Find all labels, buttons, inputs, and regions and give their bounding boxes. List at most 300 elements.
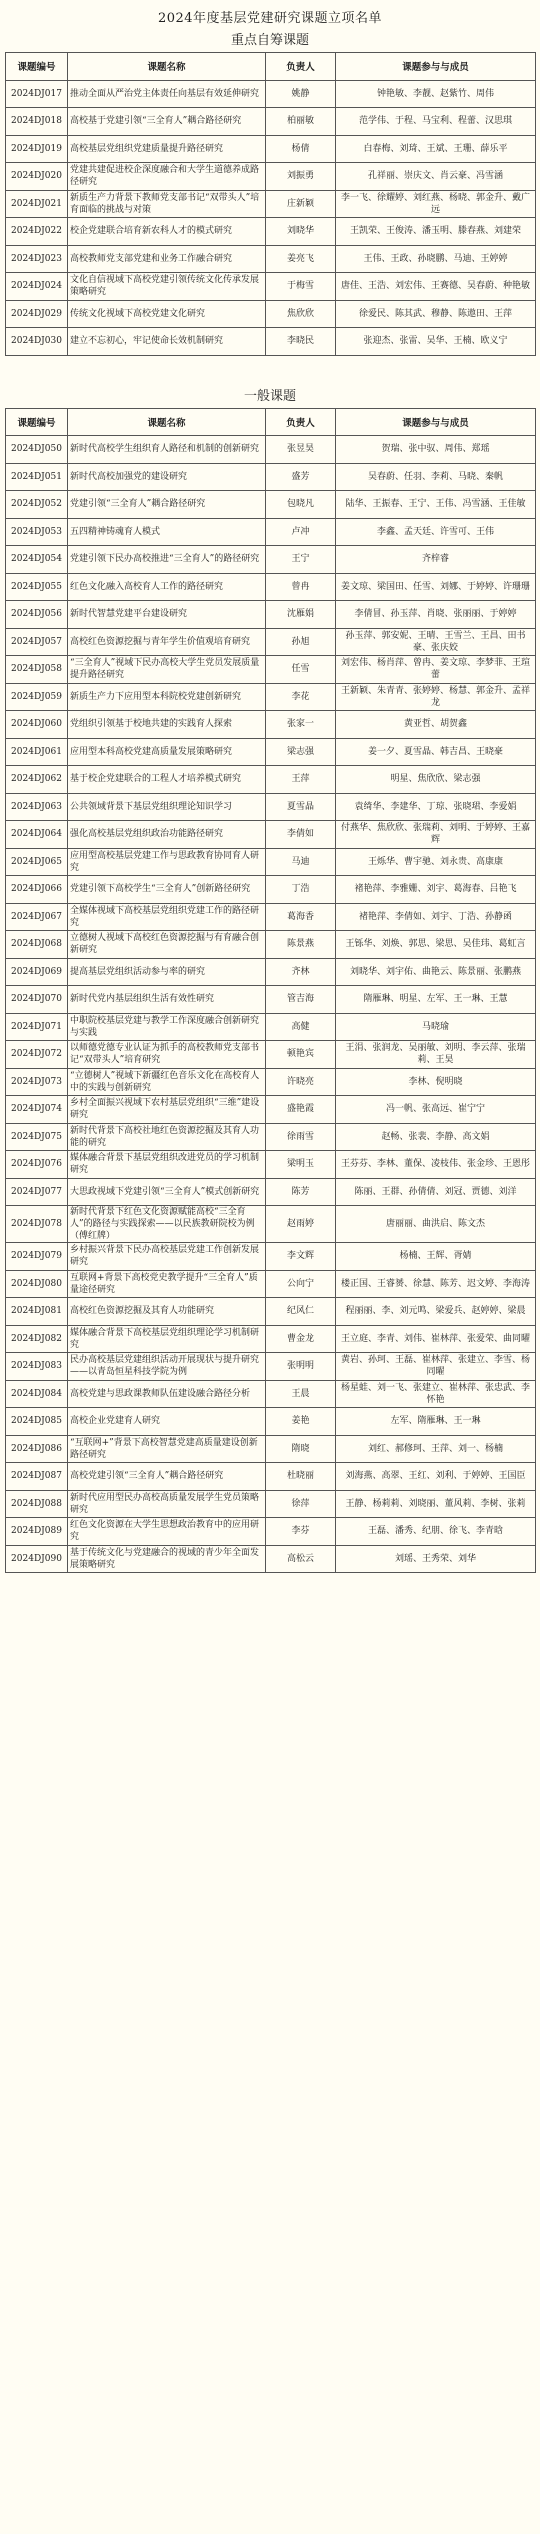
project-members-text: 王涓、张润龙、吴丽敏、刘明、李云萍、张瑞莉、王昊 (345, 1043, 526, 1066)
project-id-cell (6, 573, 68, 601)
project-members-cell (336, 1353, 536, 1381)
table-row (6, 273, 536, 301)
project-id-text: 2024DJ022 (11, 226, 62, 237)
project-members-text: 王凯荣、王俊涛、潘玉明、滕春燕、刘建荣 (349, 226, 521, 237)
project-leader-cell (266, 986, 336, 1014)
table-row (6, 1435, 536, 1463)
project-members-cell (336, 273, 536, 301)
project-members-cell (336, 1270, 536, 1298)
project-members-text: 张迎杰、张雷、吴华、王楠、欧义宁 (363, 336, 508, 347)
project-title-cell (68, 1041, 266, 1069)
project-leader-cell (266, 793, 336, 821)
project-id-text: 2024DJ053 (11, 526, 62, 537)
project-title-cell (68, 793, 266, 821)
project-title-text: 红色文化融入高校育人工作的路径研究 (70, 581, 224, 592)
project-leader-cell (266, 436, 336, 464)
project-id-text: 2024DJ059 (11, 691, 62, 702)
project-leader-text: 李倩如 (286, 829, 314, 840)
project-leader-cell (266, 163, 336, 191)
project-members-text: 马晓瑜 (421, 1021, 449, 1032)
project-title-text: 红色文化资源在大学生思想政治教育中的应用研究 (70, 1520, 260, 1543)
project-title-cell (68, 1380, 266, 1408)
project-id-cell (6, 1408, 68, 1436)
table-row (6, 245, 536, 273)
project-members-text: 唐丽丽、曲洪启、陈文杰 (385, 1219, 485, 1229)
project-members-cell (336, 1178, 536, 1206)
project-members-cell (336, 931, 536, 959)
project-id-text: 2024DJ063 (11, 801, 62, 812)
project-members-cell (336, 245, 536, 273)
project-id-cell (6, 1545, 68, 1573)
project-members-cell (336, 108, 536, 136)
project-members-text: 姜一夕、夏雪晶、韩吉昌、王晓豪 (367, 746, 503, 757)
project-leader-text: 隋晓 (291, 1443, 310, 1454)
project-leader-cell (266, 1545, 336, 1573)
project-members-text: 隋雁琳、明星、左军、王一琳、王慧 (363, 994, 508, 1005)
project-leader-text: 王晨 (291, 1388, 310, 1399)
project-leader-cell (266, 1041, 336, 1069)
project-title-cell (68, 1206, 266, 1243)
project-id-cell (6, 491, 68, 519)
project-title-text: 中职院校基层党建与教学工作深度融合创新研究与实践 (70, 1015, 260, 1038)
table-row (6, 1068, 536, 1096)
project-members-cell (336, 711, 536, 739)
project-members-cell (336, 190, 536, 218)
project-leader-cell (266, 1298, 336, 1326)
project-leader-text: 盛艳霞 (286, 1104, 314, 1115)
project-id-text: 2024DJ020 (11, 171, 62, 182)
project-members-text: 陈丽、王群、孙倩倩、刘冠、贾德、刘洋 (354, 1186, 517, 1197)
project-members-text: 王铄华、刘焕、郭思、梁思、吴佳玮、葛虹言 (345, 939, 526, 950)
table-row (6, 1096, 536, 1124)
project-members-text: 刘瑶、王秀荣、刘华 (394, 1553, 476, 1564)
project-title-cell (68, 958, 266, 986)
project-leader-text: 纪风仁 (286, 1306, 314, 1317)
project-title-cell (68, 1151, 266, 1179)
project-title-cell (68, 1435, 266, 1463)
project-members-cell (336, 491, 536, 519)
project-members-cell (336, 1096, 536, 1124)
project-title-cell (68, 1068, 266, 1096)
project-members-cell (336, 1041, 536, 1069)
project-id-cell (6, 273, 68, 301)
project-id-text: 2024DJ019 (11, 143, 62, 154)
project-members-text: 刘宏伟、杨肖萍、曾冉、姜文琼、李梦菲、王瑄蕾 (340, 658, 530, 681)
project-title-text: 高校党建与思政课教师队伍建设融合路径分析 (70, 1388, 251, 1399)
project-members-text: 唐佳、王浩、刘宏伟、王赛德、吴春蔚、种艳敏 (340, 281, 530, 292)
table-row (6, 931, 536, 959)
table-row (6, 436, 536, 464)
project-members-text: 黄岩、孙珂、王磊、崔林萍、张建立、李雪、杨同曜 (340, 1355, 530, 1378)
project-leader-text: 徐萍 (291, 1498, 310, 1509)
project-leader-cell (266, 601, 336, 629)
project-leader-cell (266, 656, 336, 684)
project-id-cell (6, 848, 68, 876)
project-leader-cell (266, 1243, 336, 1271)
project-title-text: 乡村全面振兴视域下农村基层党组织“三维”建设研究 (70, 1098, 260, 1121)
project-members-text: 黄亚哲、胡贺鑫 (403, 719, 467, 730)
table-row (6, 1178, 536, 1206)
project-members-text: 程丽丽、李、刘元鸣、梁爱兵、赵婷婷、梁晨 (345, 1306, 526, 1317)
project-title-text: 传统文化视域下高校党建文化研究 (70, 308, 206, 319)
project-title-text: 党建引领“三全育人”耦合路径研究 (70, 499, 206, 510)
project-leader-text: 姜亮飞 (286, 253, 314, 264)
project-title-cell (68, 1408, 266, 1436)
project-members-text: 范学伟、于程、马宝利、程蕾、汉思琪 (358, 116, 512, 127)
table-row (6, 1353, 536, 1381)
project-title-text: 高校党建引领“三全育人”耦合路径研究 (70, 1471, 224, 1482)
project-id-text: 2024DJ057 (11, 636, 62, 647)
project-id-cell (6, 163, 68, 191)
project-members-text: 白春梅、刘琦、王斌、王珊、薛乐平 (363, 143, 508, 154)
project-leader-text: 杨倩 (291, 143, 310, 154)
project-members-cell (336, 218, 536, 246)
project-leader-cell (266, 1206, 336, 1243)
project-members-cell (336, 80, 536, 108)
project-members-text: 王烁华、曹宇驰、刘永贵、高康康 (367, 856, 503, 867)
table-row (6, 328, 536, 356)
project-members-cell (336, 903, 536, 931)
project-id-text: 2024DJ060 (11, 719, 62, 730)
project-leader-text: 夏雪晶 (286, 801, 314, 812)
project-leader-cell (266, 1518, 336, 1546)
project-id-cell (6, 1270, 68, 1298)
project-id-text: 2024DJ076 (11, 1159, 62, 1170)
project-leader-cell (266, 518, 336, 546)
table-row (6, 546, 536, 574)
project-members-cell (336, 1545, 536, 1573)
project-title-cell (68, 300, 266, 328)
project-leader-cell (266, 300, 336, 328)
project-leader-text: 高松云 (286, 1553, 314, 1564)
table-row (6, 1408, 536, 1436)
project-id-text: 2024DJ086 (11, 1443, 62, 1454)
project-title-text: 提高基层党组织活动参与率的研究 (70, 966, 206, 977)
project-members-text: 钟艳敏、李靓、赵紫竹、周伟 (376, 88, 494, 99)
key-section-title: 重点自筹课题 (230, 33, 309, 48)
project-leader-text: 焦欣欣 (286, 308, 314, 319)
project-id-cell (6, 328, 68, 356)
project-leader-text: 盛芳 (291, 471, 310, 482)
project-members-text: 刘晓华、刘宇佑、曲艳云、陈景丽、张鹏燕 (349, 966, 521, 977)
project-leader-text: 管吉海 (286, 994, 314, 1005)
project-id-text: 2024DJ062 (11, 774, 62, 785)
project-title-cell (68, 245, 266, 273)
project-id-cell (6, 1178, 68, 1206)
project-id-cell (6, 1068, 68, 1096)
project-members-text: 王新颖、朱青青、张婷婷、杨慧、郭金升、孟祥龙 (340, 685, 530, 708)
project-leader-text: 曹金龙 (286, 1333, 314, 1344)
project-members-cell (336, 1518, 536, 1546)
table-row (6, 1013, 536, 1041)
project-id-cell (6, 108, 68, 136)
project-id-cell (6, 300, 68, 328)
table-row (6, 190, 536, 218)
project-title-cell (68, 1325, 266, 1353)
table-row (6, 1270, 536, 1298)
project-leader-text: 公向宁 (286, 1278, 314, 1289)
project-id-text: 2024DJ017 (11, 88, 62, 99)
project-title-cell (68, 1096, 266, 1124)
project-title-cell (68, 1545, 266, 1573)
project-id-cell (6, 1353, 68, 1381)
table-row (6, 876, 536, 904)
project-id-text: 2024DJ078 (11, 1219, 62, 1229)
project-members-cell (336, 1123, 536, 1151)
table-row (6, 711, 536, 739)
project-id-cell (6, 656, 68, 684)
project-leader-cell (266, 738, 336, 766)
project-id-text: 2024DJ021 (11, 198, 62, 209)
project-members-text: 袁绮华、李建华、丁琼、张晓珺、李爱娟 (354, 801, 517, 812)
project-title-text: 高校教师党支部党建和业务工作融合研究 (70, 253, 233, 264)
project-title-cell (68, 1178, 266, 1206)
project-id-text: 2024DJ061 (11, 746, 62, 757)
project-title-cell (68, 683, 266, 711)
table-row (6, 135, 536, 163)
project-title-cell (68, 711, 266, 739)
project-members-cell (336, 1243, 536, 1271)
project-members-text: 楼正国、王睿赟、徐慧、陈芳、迟文婷、李海涛 (340, 1278, 530, 1289)
project-members-text: 付燕华、焦欣欣、张瑞莉、刘明、于婷婷、王嘉辉 (340, 823, 530, 846)
project-members-cell (336, 1408, 536, 1436)
project-title-cell (68, 573, 266, 601)
project-id-cell (6, 986, 68, 1014)
project-id-cell (6, 931, 68, 959)
project-members-cell (336, 656, 536, 684)
project-title-text: 新时代党内基层组织生活有效性研究 (70, 994, 215, 1005)
col-header-title: 课题名称 (68, 53, 266, 81)
project-leader-text: 曾冉 (291, 581, 310, 592)
table-row (6, 1041, 536, 1069)
project-leader-cell (266, 245, 336, 273)
project-members-text: 赵畅、张裴、李静、高文娟 (381, 1131, 490, 1142)
project-leader-text: 梁明玉 (286, 1159, 314, 1170)
project-leader-text: 徐雨雪 (286, 1131, 314, 1142)
project-title-text: 新质生产力下应用型本科院校党建创新研究 (70, 691, 242, 702)
project-leader-text: 张明明 (286, 1361, 314, 1372)
project-title-cell (68, 491, 266, 519)
project-members-text: 明星、焦欣欣、梁志强 (390, 774, 481, 785)
project-leader-cell (266, 1151, 336, 1179)
table-header-row (6, 53, 536, 81)
project-leader-text: 姚静 (291, 88, 310, 99)
project-id-cell (6, 436, 68, 464)
project-id-text: 2024DJ058 (11, 664, 62, 675)
project-id-text: 2024DJ075 (11, 1131, 62, 1142)
document-title: 2024年度基层党建研究课题立项名单 (157, 11, 383, 26)
project-title-text: 党组织引领基于校地共建的实践育人探索 (70, 719, 233, 730)
project-title-text: 以师德党德专业认证为抓手的高校教师党支部书记“双带头人”培育研究 (70, 1043, 260, 1066)
project-id-cell (6, 1243, 68, 1271)
project-id-text: 2024DJ089 (11, 1526, 62, 1537)
project-members-cell (336, 436, 536, 464)
project-title-cell (68, 518, 266, 546)
project-id-text: 2024DJ082 (11, 1333, 62, 1344)
col-header-id: 课题编号 (6, 408, 68, 436)
project-leader-cell (266, 903, 336, 931)
project-id-cell (6, 1380, 68, 1408)
project-title-cell (68, 628, 266, 656)
project-title-cell (68, 1463, 266, 1491)
table-row (6, 848, 536, 876)
project-leader-cell (266, 1490, 336, 1518)
project-id-text: 2024DJ070 (11, 994, 62, 1005)
project-members-cell (336, 766, 536, 794)
project-title-text: 立德树人视域下高校红色资源挖掘与有育融合创新研究 (70, 933, 260, 956)
project-members-text: 冯一帆、张高远、崔宁宁 (385, 1104, 485, 1115)
project-leader-text: 梁志强 (286, 746, 314, 757)
project-members-cell (336, 958, 536, 986)
project-leader-text: 齐林 (291, 966, 310, 977)
project-title-text: 五四精神铸魂育人模式 (70, 526, 161, 537)
table-row (6, 80, 536, 108)
project-members-cell (336, 1298, 536, 1326)
project-title-cell (68, 108, 266, 136)
project-leader-cell (266, 328, 336, 356)
project-leader-cell (266, 821, 336, 849)
project-title-cell (68, 1518, 266, 1546)
project-title-text: “三全育人”视域下民办高校大学生党员发展质量提升路径研究 (70, 658, 260, 681)
page (5, 0, 535, 1573)
project-id-text: 2024DJ050 (11, 444, 62, 455)
table-row (6, 1151, 536, 1179)
project-title-cell (68, 903, 266, 931)
table-row (6, 1490, 536, 1518)
project-title-text: 校企党建联合培育新农科人才的模式研究 (70, 226, 233, 237)
project-members-text: 杨楠、王辉、胥婧 (399, 1251, 472, 1262)
project-id-cell (6, 1298, 68, 1326)
project-id-text: 2024DJ069 (11, 966, 62, 977)
project-id-text: 2024DJ018 (11, 116, 62, 127)
project-members-cell (336, 738, 536, 766)
table-row (6, 1243, 536, 1271)
project-id-cell (6, 601, 68, 629)
project-members-cell (336, 1325, 536, 1353)
project-members-text: 孙玉萍、郭安妮、王晴、王雪兰、王昌、田书豪、张庆姣 (345, 630, 526, 653)
project-title-text: 高校基于党建引领“三全育人”耦合路径研究 (70, 116, 242, 127)
project-title-cell (68, 436, 266, 464)
project-id-text: 2024DJ067 (11, 911, 62, 922)
project-id-text: 2024DJ090 (11, 1553, 62, 1564)
project-leader-text: 于梅雪 (286, 281, 314, 292)
project-leader-cell (266, 683, 336, 711)
project-id-cell (6, 876, 68, 904)
project-members-cell (336, 1068, 536, 1096)
project-id-text: 2024DJ083 (11, 1361, 62, 1372)
project-id-cell (6, 1096, 68, 1124)
col-header-members: 课题参与与成员 (336, 408, 536, 436)
project-id-cell (6, 1435, 68, 1463)
project-members-cell (336, 1435, 536, 1463)
project-leader-cell (266, 876, 336, 904)
project-leader-cell (266, 1178, 336, 1206)
project-members-cell (336, 546, 536, 574)
project-title-text: 建立不忘初心，牢记使命长效机制研究 (70, 336, 224, 347)
project-leader-text: 李花 (291, 691, 310, 702)
project-title-text: 新时代背景下高校社地红色资源挖掘及其育人功能的研究 (70, 1125, 260, 1148)
project-leader-text: 王宁 (291, 554, 310, 565)
project-members-cell (336, 986, 536, 1014)
table-row (6, 1123, 536, 1151)
project-leader-text: 许晓亮 (286, 1076, 314, 1087)
project-members-text: 李倩冒、孙玉萍、肖晓、张丽丽、于婷婷 (354, 609, 517, 620)
project-leader-cell (266, 573, 336, 601)
project-id-text: 2024DJ087 (11, 1471, 62, 1482)
project-title-text: 乡村振兴背景下民办高校基层党建工作创新发展研究 (70, 1245, 260, 1268)
project-members-text: 王伟、王政、孙晓鹏、马迪、王婷婷 (363, 253, 508, 264)
project-leader-cell (266, 1068, 336, 1096)
table-row (6, 218, 536, 246)
project-leader-cell (266, 766, 336, 794)
table-row (6, 683, 536, 711)
project-title-cell (68, 876, 266, 904)
table-row (6, 573, 536, 601)
table-row (6, 1380, 536, 1408)
table-row (6, 903, 536, 931)
table-row (6, 1298, 536, 1326)
project-title-cell (68, 1123, 266, 1151)
project-leader-text: 刘晓华 (286, 226, 314, 237)
project-id-text: 2024DJ084 (11, 1388, 62, 1399)
project-id-text: 2024DJ079 (11, 1251, 62, 1262)
project-id-text: 2024DJ024 (11, 281, 62, 292)
table-row (6, 986, 536, 1014)
project-members-text: 王磊、潘秀、纪朋、徐飞、李青晗 (367, 1526, 503, 1537)
project-title-text: 高校企业党建育人研究 (70, 1416, 161, 1427)
project-id-cell (6, 1325, 68, 1353)
project-id-cell (6, 738, 68, 766)
table-row (6, 463, 536, 491)
project-id-cell (6, 80, 68, 108)
project-leader-text: 孙旭 (291, 636, 310, 647)
table-row (6, 1518, 536, 1546)
project-members-cell (336, 1013, 536, 1041)
table-row (6, 766, 536, 794)
project-id-text: 2024DJ065 (11, 856, 62, 867)
table-row (6, 793, 536, 821)
project-title-cell (68, 1298, 266, 1326)
project-id-cell (6, 958, 68, 986)
project-id-text: 2024DJ056 (11, 609, 62, 620)
project-id-text: 2024DJ052 (11, 499, 62, 510)
project-id-text: 2024DJ071 (11, 1021, 62, 1032)
project-leader-text: 姜艳 (291, 1416, 310, 1427)
project-leader-cell (266, 1408, 336, 1436)
project-title-text: 新质生产力背景下教师党支部书记“双带头人”培育面临的挑战与对策 (70, 192, 260, 215)
project-leader-text: 高健 (291, 1021, 310, 1032)
project-id-text: 2024DJ054 (11, 554, 62, 565)
project-members-text: 杨星蛙、刘一飞、张建立、崔林萍、张忠武、李怀艳 (340, 1382, 530, 1405)
project-title-cell (68, 1243, 266, 1271)
project-title-text: 新时代背景下红色文化资源赋能高校“三全育人”的路径与实践探索——以民族教研院校为例（傅红牌） (70, 1207, 255, 1241)
table-row (6, 958, 536, 986)
project-members-cell (336, 876, 536, 904)
general-projects-table (5, 408, 536, 1574)
project-leader-cell (266, 1096, 336, 1124)
col-header-leader: 负责人 (266, 408, 336, 436)
project-id-text: 2024DJ055 (11, 581, 62, 592)
project-members-cell (336, 135, 536, 163)
project-id-cell (6, 1013, 68, 1041)
project-title-cell (68, 821, 266, 849)
project-title-text: “立德树人”视域下新疆红色音乐文化在高校育人中的实践与创新研究 (70, 1070, 260, 1093)
project-title-cell (68, 1013, 266, 1041)
project-leader-text: 陈景燕 (286, 939, 314, 950)
project-id-text: 2024DJ023 (11, 253, 62, 264)
project-title-cell (68, 601, 266, 629)
table-row (6, 1463, 536, 1491)
